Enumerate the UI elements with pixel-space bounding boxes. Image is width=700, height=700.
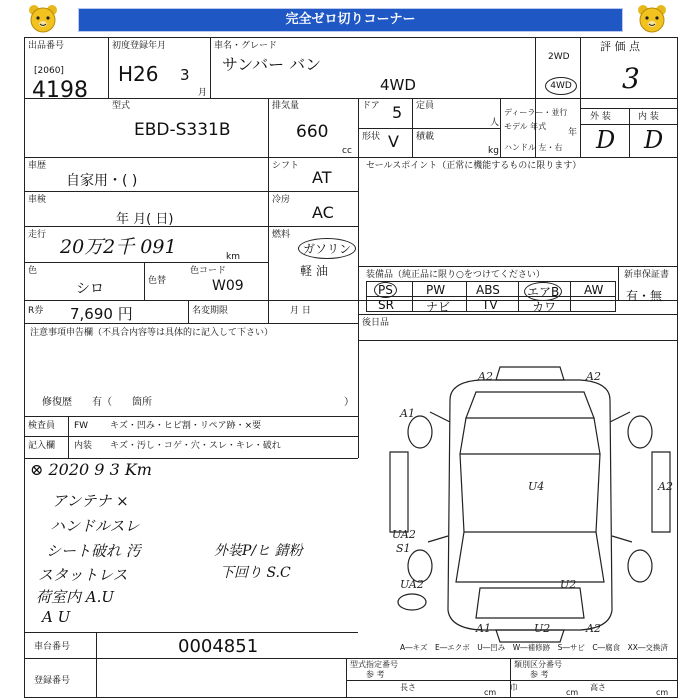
interior-options: キズ・汚し・コゲ・穴・スレ・キレ・破れ [110, 441, 281, 451]
fw-options: キズ・凹み・ヒビ割・リペア跡・×要 [110, 421, 262, 431]
equip-ps: PS [374, 282, 397, 298]
damage-mark: A1 [400, 407, 415, 420]
damage-mark: UA2 [400, 578, 424, 591]
km-unit: km [226, 252, 240, 262]
shape-label: 形状 [362, 132, 381, 142]
load-label: 積載 [416, 132, 435, 142]
first-reg-label: 初度登録年月 [112, 41, 167, 51]
handwritten-note-6: 荷室内 A.U [36, 588, 115, 606]
color-change-label: 色替 [148, 276, 167, 286]
handwritten-note-right-1: 外装P/ヒ 錆粉 [214, 543, 303, 559]
equip-tv: TV [482, 298, 498, 312]
handwritten-note-3: ハンドルスレ [50, 517, 140, 535]
damage-mark: A1 [476, 622, 491, 635]
lot-label: 出品番号 [28, 41, 65, 51]
equipment-label: 装備品（純正品に限り○をつけてください） [366, 270, 545, 280]
doors-label: ドア [362, 101, 380, 111]
inspection-value: 年 月( 日) [116, 212, 174, 227]
damage-mark: U2 [534, 622, 551, 635]
equip-aw: AW [584, 283, 604, 297]
notice-label: 注意事項申告欄（不具合内容等は具体的に記入して下さい） [30, 328, 274, 338]
damage-mark: U2 [560, 578, 577, 591]
color-code-value: W09 [212, 278, 244, 294]
fuel-label: 燃料 [272, 230, 291, 240]
handwritten-note-2: アンテナ × [52, 492, 129, 510]
handwritten-note-right-2: 下回り S.C [220, 565, 291, 581]
year-unit: 年 [568, 128, 578, 138]
model-label: 型式 [112, 101, 131, 111]
car-name: サンバー バン [222, 55, 322, 74]
height-unit: cm [656, 688, 669, 697]
equip-leather: カワ [532, 300, 557, 314]
class-ref: 参 考 [530, 670, 549, 679]
lot-sub: [2060] [34, 66, 64, 76]
month-unit: 月 [198, 88, 208, 98]
drive-4wd-circled: 4WD [545, 77, 577, 95]
shift-label: シフト [272, 161, 300, 171]
car-name-label: 車名・グレード [214, 41, 278, 51]
damage-mark: A2 [478, 370, 493, 383]
exterior-label: 外 装 [590, 112, 611, 122]
recycle-label: R券 [28, 306, 44, 316]
handwritten-note-7: A U [42, 608, 71, 626]
warranty-label: 新車保証書 [624, 270, 670, 280]
name-change-label: 名変期限 [192, 306, 229, 316]
fw-label: FW [74, 421, 89, 431]
damage-mark: A2 [586, 622, 601, 635]
height-label: 高さ [590, 683, 606, 692]
mascot-bear-icon [26, 4, 60, 34]
ac-value: AC [312, 203, 334, 222]
capacity-label: 定員 [416, 101, 435, 111]
mileage-label: 走行 [28, 230, 47, 240]
repair-history: 修復歴 有（ 箇所 [42, 397, 152, 408]
drive-2wd: 2WD [548, 52, 570, 62]
fuel-gasoline-circled: ガソリン [298, 238, 356, 259]
inspection-label: 車検 [28, 195, 47, 205]
frame-number-value: 0004851 [178, 636, 259, 657]
handwritten-note-4: シート破れ 汚 [46, 542, 141, 560]
frame-number-label: 車台番号 [34, 642, 71, 652]
handle-label: ハンドル 左・右 [504, 143, 563, 152]
recorder-label: 記入欄 [28, 441, 56, 451]
car-damage-diagram [380, 362, 680, 646]
sales-point-label: セールスポイント（正常に機能するものに限ります） [366, 161, 582, 171]
mascot-bear-icon [635, 4, 669, 34]
length-label: 長さ [400, 683, 416, 692]
damage-mark: A2 [586, 370, 601, 383]
usage-label: 車歴 [28, 161, 47, 171]
displacement-label: 排気量 [272, 101, 300, 111]
recycle-value: 7,690 円 [70, 305, 133, 323]
exterior-grade: D [596, 126, 616, 154]
equip-abs: ABS [476, 283, 500, 297]
damage-mark: UA2 [392, 528, 416, 541]
damage-mark: U4 [528, 480, 545, 493]
repair-close: ） [344, 397, 354, 408]
warranty-value: 有・無 [626, 289, 663, 303]
registration-label: 登録番号 [34, 676, 71, 686]
handwritten-note-1: ⊗ 2020 9 3 Km [30, 460, 152, 479]
model-year-label: モデル 年式 [504, 122, 547, 131]
lot-number: 4198 [32, 78, 88, 103]
car-grade: 4WD [380, 76, 416, 94]
model-cert-label: 型式指定番号 [350, 660, 398, 669]
color-value: シロ [76, 281, 104, 297]
damage-mark: S1 [396, 542, 411, 555]
cc-unit: cc [342, 146, 352, 156]
model-value: EBD-S331B [134, 120, 231, 140]
class-label: 類別区分番号 [514, 660, 562, 669]
model-cert-ref: 参 考 [366, 670, 385, 679]
damage-mark: A2 [658, 480, 673, 493]
dealer-label: ディーラー・並行 [504, 108, 568, 117]
equip-sr: SR [378, 298, 394, 312]
ac-label: 冷房 [272, 195, 291, 205]
color-label: 色 [28, 266, 38, 276]
after-items-label: 後日品 [362, 318, 390, 328]
interior-label: 内 装 [638, 112, 659, 122]
inspector-label: 検査員 [28, 421, 56, 431]
banner [20, 4, 680, 34]
usage-value: 自家用・( ) [66, 173, 138, 189]
fuel-diesel: 軽 油 [300, 264, 328, 278]
displacement-value: 660 [296, 122, 329, 142]
load-unit: kg [488, 146, 499, 156]
length-unit: cm [484, 688, 497, 697]
interior-grade: D [644, 126, 664, 154]
rating-value: 3 [622, 62, 640, 95]
equip-pw: PW [426, 283, 446, 297]
banner-title-bar [78, 8, 623, 32]
width-unit: cm [566, 688, 579, 697]
width-label: 巾 [510, 683, 518, 692]
banner-title: 完全ゼロ切りコーナー [285, 12, 416, 27]
handwritten-note-5: スタットレス [38, 566, 128, 584]
mileage-value: 20万2千 091 [60, 236, 177, 258]
first-reg-era: H26 [118, 62, 159, 86]
damage-legend: A―キズ E―エクボ U―凹み W―補修跡 S―サビ C―腐食 XX―交換済 [400, 643, 668, 652]
equip-airbag: エアB [524, 282, 562, 301]
name-change-value: 月 日 [290, 306, 311, 316]
equip-navi: ナビ [426, 300, 451, 314]
rating-label: 評 価 点 [600, 40, 640, 53]
color-code-label: 色コード [190, 266, 227, 276]
capacity-unit: 人 [490, 118, 500, 128]
shift-value: AT [312, 168, 332, 187]
interior-row-label: 内装 [74, 441, 93, 451]
first-reg-month: 3 [180, 66, 190, 84]
shape-value: V [388, 132, 399, 151]
doors-value: 5 [392, 103, 403, 122]
